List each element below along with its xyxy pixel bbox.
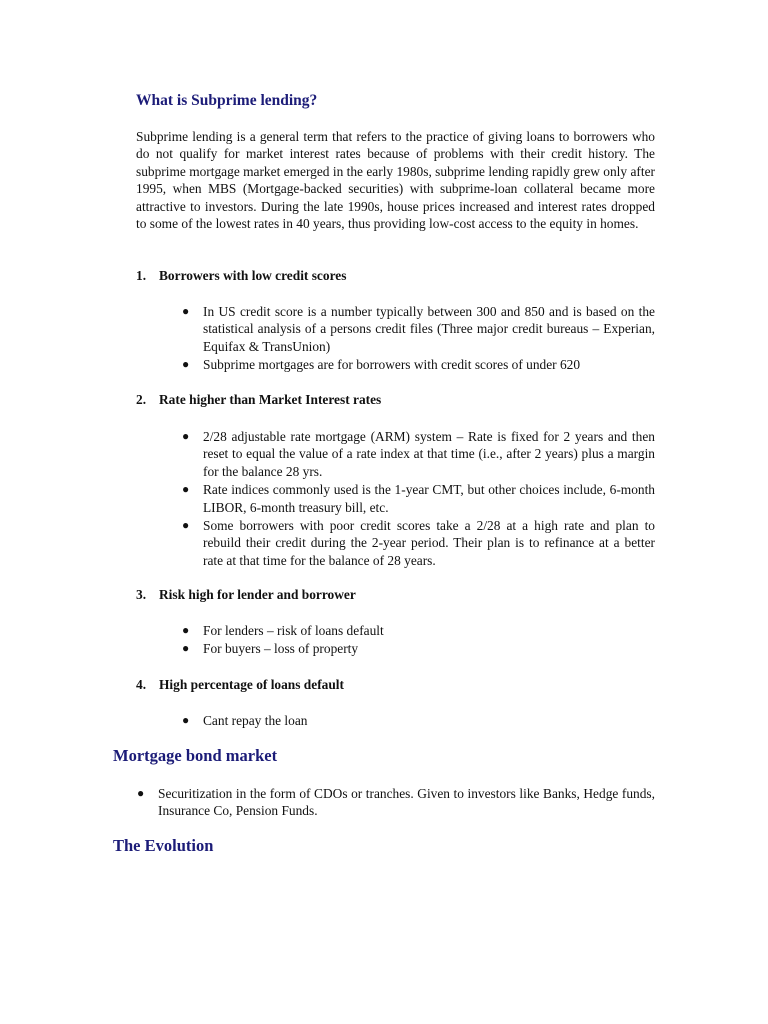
list-item: ● Cant repay the loan — [182, 713, 308, 728]
section-heading-2 — [136, 391, 381, 408]
page-title: What is Subprime lending? — [136, 92, 318, 109]
list-item: ● 2/28 adjustable rate mortgage (ARM) system – Rate is fixed for 2 years and then reset to equal the value of a rate index at that time (i.e., after 2 years) plus a margin for the balance 28 yrs. — [182, 429, 655, 479]
section-number: 4. — [136, 677, 147, 692]
list-item: ● Rate indices commonly used is the 1-year CMT, but other choices include, 6-month LIBOR, 6-month treasury bill, etc. — [182, 482, 655, 515]
bullet-icon: ● — [182, 304, 190, 318]
bullet-icon: ● — [182, 641, 190, 656]
intro-paragraph: Subprime lending is a general term that refers to the practice of giving loans to borrowers who do not qualify for market interest rates because of problems with their credit history. The subprime mortgage market emerged in the early 1980s, subprime lending rapidly grew only after 1995, when MBS (Mortgage-backed securities) with subprime-loan collateral became more attractive to investors. During the late 1990s, house prices increased and interest rates dropped to some of the lowest rates in 40 years, thus providing low-cost access to the equity in homes. — [136, 129, 655, 232]
list-item: ● Some borrowers with poor credit scores take a 2/28 at a high rate and plan to rebuild their credit during the 2-year period. Their plan is to refinance at a better rate at that time for the balance of 28 years. — [182, 518, 655, 568]
bullet-list-2 — [182, 428, 655, 570]
section-heading-text: High percentage of loans default — [159, 677, 344, 692]
section-heading-text: Borrowers with low credit scores — [159, 268, 347, 283]
bullet-icon: ● — [182, 482, 190, 497]
section-number: 3. — [136, 587, 147, 602]
bullet-icon: ● — [182, 357, 190, 372]
bullet-icon: ● — [182, 518, 190, 533]
section-number: 2. — [136, 392, 147, 407]
bullet-list-3 — [182, 622, 655, 659]
section-heading-4 — [136, 676, 344, 693]
bullet-icon: ● — [182, 713, 190, 727]
list-item: ● Securitization in the form of CDOs or tranches. Given to investors like Banks, Hedge funds, Insurance Co, Pension Funds. — [137, 786, 655, 819]
list-item: ● For lenders – risk of loans default — [182, 623, 384, 638]
list-item: ● For buyers – loss of property — [182, 641, 359, 657]
list-item: ● In US credit score is a number typically between 300 and 850 and is based on the statistical analysis of a persons credit files (Three major credit bureaus – Experian, Equifax & TransUnion) — [182, 304, 655, 354]
mortgage-heading: Mortgage bond market — [113, 746, 278, 765]
bullet-icon: ● — [182, 623, 190, 637]
bullet-icon: ● — [137, 786, 145, 800]
section-heading-text: Risk high for lender and borrower — [159, 587, 356, 602]
mortgage-bullet-list — [137, 785, 655, 821]
section-heading-3 — [136, 586, 356, 603]
evolution-heading: The Evolution — [113, 836, 214, 855]
bullet-icon: ● — [182, 429, 190, 443]
section-heading-text: Rate higher than Market Interest rates — [159, 392, 382, 407]
bullet-list-1 — [182, 303, 655, 375]
list-item: ● Subprime mortgages are for borrowers with credit scores of under 620 — [182, 357, 581, 373]
section-heading-1 — [136, 267, 346, 284]
bullet-list-4 — [182, 712, 655, 730]
section-number: 1. — [136, 268, 147, 283]
